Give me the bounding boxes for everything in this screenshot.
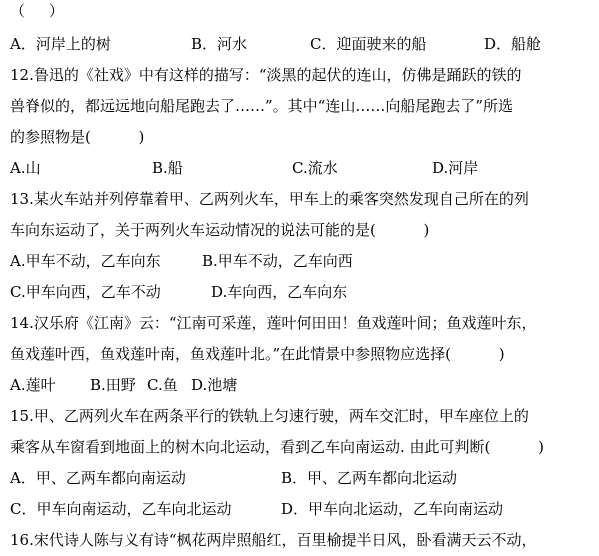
q13-stem-line-1: 13.某火车站并列停靠着甲、乙两列火车，甲车上的乘客突然发现自己所在的列	[10, 190, 529, 208]
q14-stem-line-1: 14.汉乐府《江南》云：“江南可采莲，莲叶何田田！鱼戏莲叶间；鱼戏莲叶东，	[10, 314, 537, 332]
q15-option-a: A．甲、乙两车都向南运动	[10, 469, 186, 487]
q15-option-d: D．甲车向北运动，乙车向南运动	[281, 500, 504, 518]
q12-stem-line-2: 兽脊似的，都远远地向船尾跑去了……”。其中“连山……向船尾跑去了”所选	[10, 97, 514, 115]
question-11-answer-blank: （ ）	[10, 2, 64, 20]
q12-option-b: B.船	[152, 159, 183, 177]
q13-option-a: A.甲车不动，乙车向东	[10, 252, 161, 270]
q14-option-d: D.池塘	[191, 376, 238, 394]
q15-stem-line-1: 15.甲、乙两列火车在两条平行的铁轨上匀速行驶，两车交汇时，甲车座位上的	[10, 407, 529, 425]
q12-option-c: C.流水	[292, 159, 338, 177]
q12-option-d: D.河岸	[432, 159, 479, 177]
q13-stem-line-2: 车向东运动了，关于两列火车运动情况的说法可能的是( )	[10, 221, 430, 239]
q11-option-d: D．船舱	[484, 35, 542, 53]
q11-option-c: C．迎面驶来的船	[310, 35, 427, 53]
q12-stem-line-1: 12.鲁迅的《社戏》中有这样的描写：“淡黑的起伏的连山，仿佛是踊跃的铁的	[10, 66, 522, 84]
q16-stem-line-1: 16.宋代诗人陈与义有诗“枫花两岸照船红，百里榆提半日风，卧看满天云不动，	[10, 531, 537, 549]
q12-stem-line-3: 的参照物是( )	[10, 128, 145, 146]
q12-option-a: A.山	[10, 159, 41, 177]
q14-option-c: C.鱼	[147, 376, 178, 394]
q11-option-a: A．河岸上的树	[10, 35, 111, 53]
q14-option-a: A.莲叶	[10, 376, 56, 394]
q13-option-c: C.甲车向西，乙车不动	[10, 283, 161, 301]
q11-option-b: B．河水	[191, 35, 248, 53]
q14-stem-line-2: 鱼戏莲叶西，鱼戏莲叶南，鱼戏莲叶北。”在此情景中参照物应选择( )	[10, 345, 505, 363]
q15-stem-line-2: 乘客从车窗看到地面上的树木向北运动，看到乙车向南运动. 由此可判断( )	[10, 438, 544, 456]
q14-option-b: B.田野	[90, 376, 136, 394]
q15-option-b: B．甲、乙两车都向北运动	[281, 469, 458, 487]
q13-option-b: B.甲车不动，乙车向西	[202, 252, 353, 270]
q15-option-c: C．甲车向南运动，乙车向北运动	[10, 500, 232, 518]
q13-option-d: D.车向西，乙车向东	[211, 283, 348, 301]
